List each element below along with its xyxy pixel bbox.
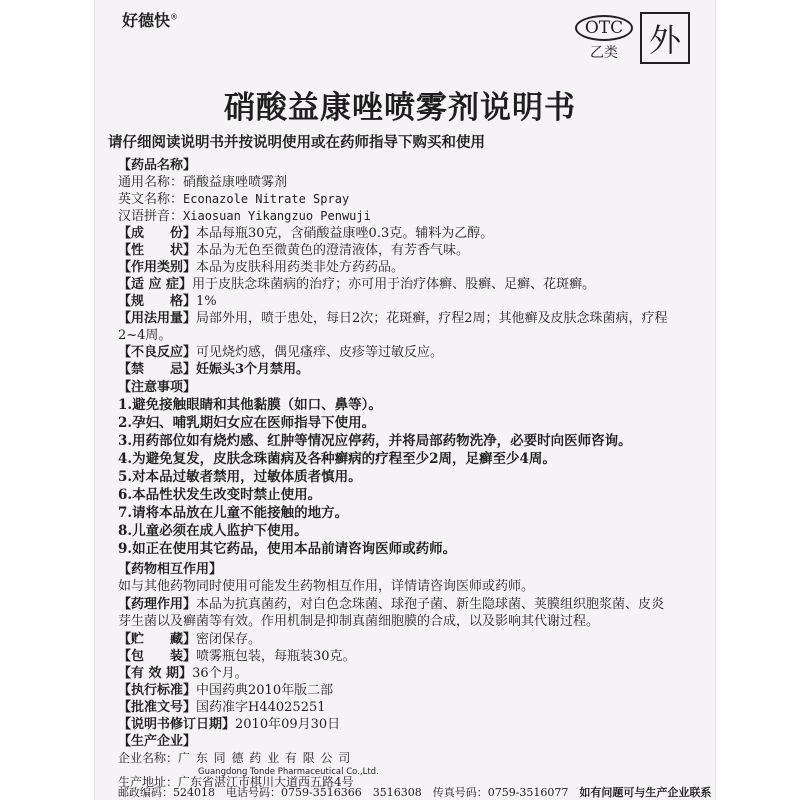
- contact-note: 如有问题可与生产企业联系: [579, 786, 712, 799]
- english-name-row: 英文名称：Econazole Nitrate Spray: [118, 192, 350, 207]
- address-row: 生产地址：广东省湛江市棋川大道西五路4号: [118, 775, 354, 789]
- dosage-row: 【用法用量】局部外用，喷于患处，每日2次；花斑癣，疗程2周；其他癣及皮肤念珠菌病，疗程: [118, 311, 668, 326]
- adverse-row: 【不良反应】可见烧灼感，偶见瘙痒、皮疹等过敏反应。: [118, 345, 444, 360]
- otc-class-label: 乙类: [590, 45, 618, 61]
- pinyin-name-row: 汉语拼音：Xiaosuan Yikangzuo Penwuji: [118, 209, 371, 224]
- storage-row: 【贮 藏】密闭保存。: [118, 632, 262, 647]
- precaution-item: 6.本品性状发生改变时禁止使用。: [118, 487, 322, 503]
- usage-notice: 请仔细阅读说明书并按说明使用或在药师指导下购买和使用: [108, 134, 485, 151]
- precautions-heading: 【注意事项】: [118, 380, 197, 395]
- precaution-item: 4.为避免复发，皮肤念珠菌病及各种癣病的疗程至少2周，足癣至少4周。: [118, 451, 556, 467]
- revision-row: 【说明书修订日期】2010年09月30日: [118, 717, 341, 732]
- external-use-mark: 外: [640, 12, 690, 64]
- brand-logo: 好德快®: [122, 11, 179, 30]
- properties-row: 【性 状】本品为无色至微黄色的澄清液体，有芳香气味。: [118, 243, 470, 258]
- precaution-item: 8.儿童必须在成人监护下使用。: [118, 523, 308, 539]
- manufacturer-name: 广 东 同 德 药 业 有 限 公 司: [178, 751, 352, 765]
- precaution-item: 7.请将本品放在儿童不能接触的地方。: [118, 505, 349, 521]
- validity-row: 【有 效 期】36个月。: [118, 666, 248, 681]
- registered-mark: ®: [170, 12, 179, 22]
- generic-name-row: 通用名称：硝酸益康唑喷雾剂: [118, 175, 288, 190]
- otc-badge: OTC: [575, 15, 633, 41]
- manufacturer-name-row: 企业名称：广 东 同 德 药 业 有 限 公 司: [118, 751, 352, 765]
- precaution-item: 9.如正在使用其它药品，使用本品前请咨询医师或药师。: [118, 541, 457, 557]
- composition-row: 【成 份】本品每瓶30克，含硝酸益康唑0.3克。辅料为乙醇。: [118, 226, 494, 241]
- pharmacology-continued: 芽生菌以及癣菌等有效。作用机制是抑制真菌细胞膜的合成，以及影响其代谢过程。: [118, 614, 600, 629]
- indications-row: 【适 应 症】用于皮肤念珠菌病的治疗；亦可用于治疗体癣、股癣、足癣、花斑癣。: [118, 277, 596, 292]
- contraindications-row: 【禁 忌】妊娠头3个月禁用。: [118, 362, 310, 377]
- approval-row: 【批准文号】国药准字H44025251: [118, 700, 326, 715]
- precaution-item: 3.用药部位如有烧灼感、红肿等情况应停药，并将局部药物洗净，必要时向医师咨询。: [118, 433, 632, 449]
- manufacturer-heading: 【生产企业】: [118, 734, 197, 749]
- precaution-item: 2.孕妇、哺乳期妇女应在医师指导下使用。: [118, 415, 376, 431]
- page-title: 硝酸益康唑喷雾剂说明书: [224, 90, 576, 126]
- dosage-continued: 2~4周。: [118, 328, 172, 343]
- category-row: 【作用类别】本品为皮肤科用药类非处方药药品。: [118, 260, 405, 275]
- standard-row: 【执行标准】中国药典2010年版二部: [118, 683, 334, 698]
- pinyin-name: Xiaosuan Yikangzuo Penwuji: [183, 209, 371, 223]
- interactions-text: 如与其他药物同时使用可能发生药物相互作用，详情请咨询医师或药师。: [118, 579, 535, 594]
- english-name: Econazole Nitrate Spray: [183, 192, 350, 206]
- manufacturer-name-english: Guangdong Tonde Pharmaceutical Co.,Ltd.: [198, 767, 379, 777]
- interactions-heading: 【药物相互作用】: [118, 562, 223, 577]
- generic-name: 硝酸益康唑喷雾剂: [183, 175, 288, 190]
- spec-row: 【规 格】1%: [118, 294, 217, 309]
- package-row: 【包 装】喷雾瓶包装，每瓶装30克。: [118, 649, 356, 664]
- precaution-item: 5.对本品过敏者禁用，过敏体质者慎用。: [118, 469, 362, 485]
- drug-name-heading: 【药品名称】: [118, 158, 197, 173]
- pharmacology-row: 【药理作用】本品为抗真菌药，对白色念珠菌、球孢子菌、新生隐球菌、荚膜组织胞浆菌、皮炎: [118, 597, 665, 612]
- precaution-item: 1.避免接触眼睛和其他黏膜（如口、鼻等）。: [118, 397, 382, 413]
- postcode-row: 邮政编码：524018 电话号码：0759-3516366 3516308 传真号码：0759-3516077 如有问题可与生产企业联系: [118, 786, 712, 799]
